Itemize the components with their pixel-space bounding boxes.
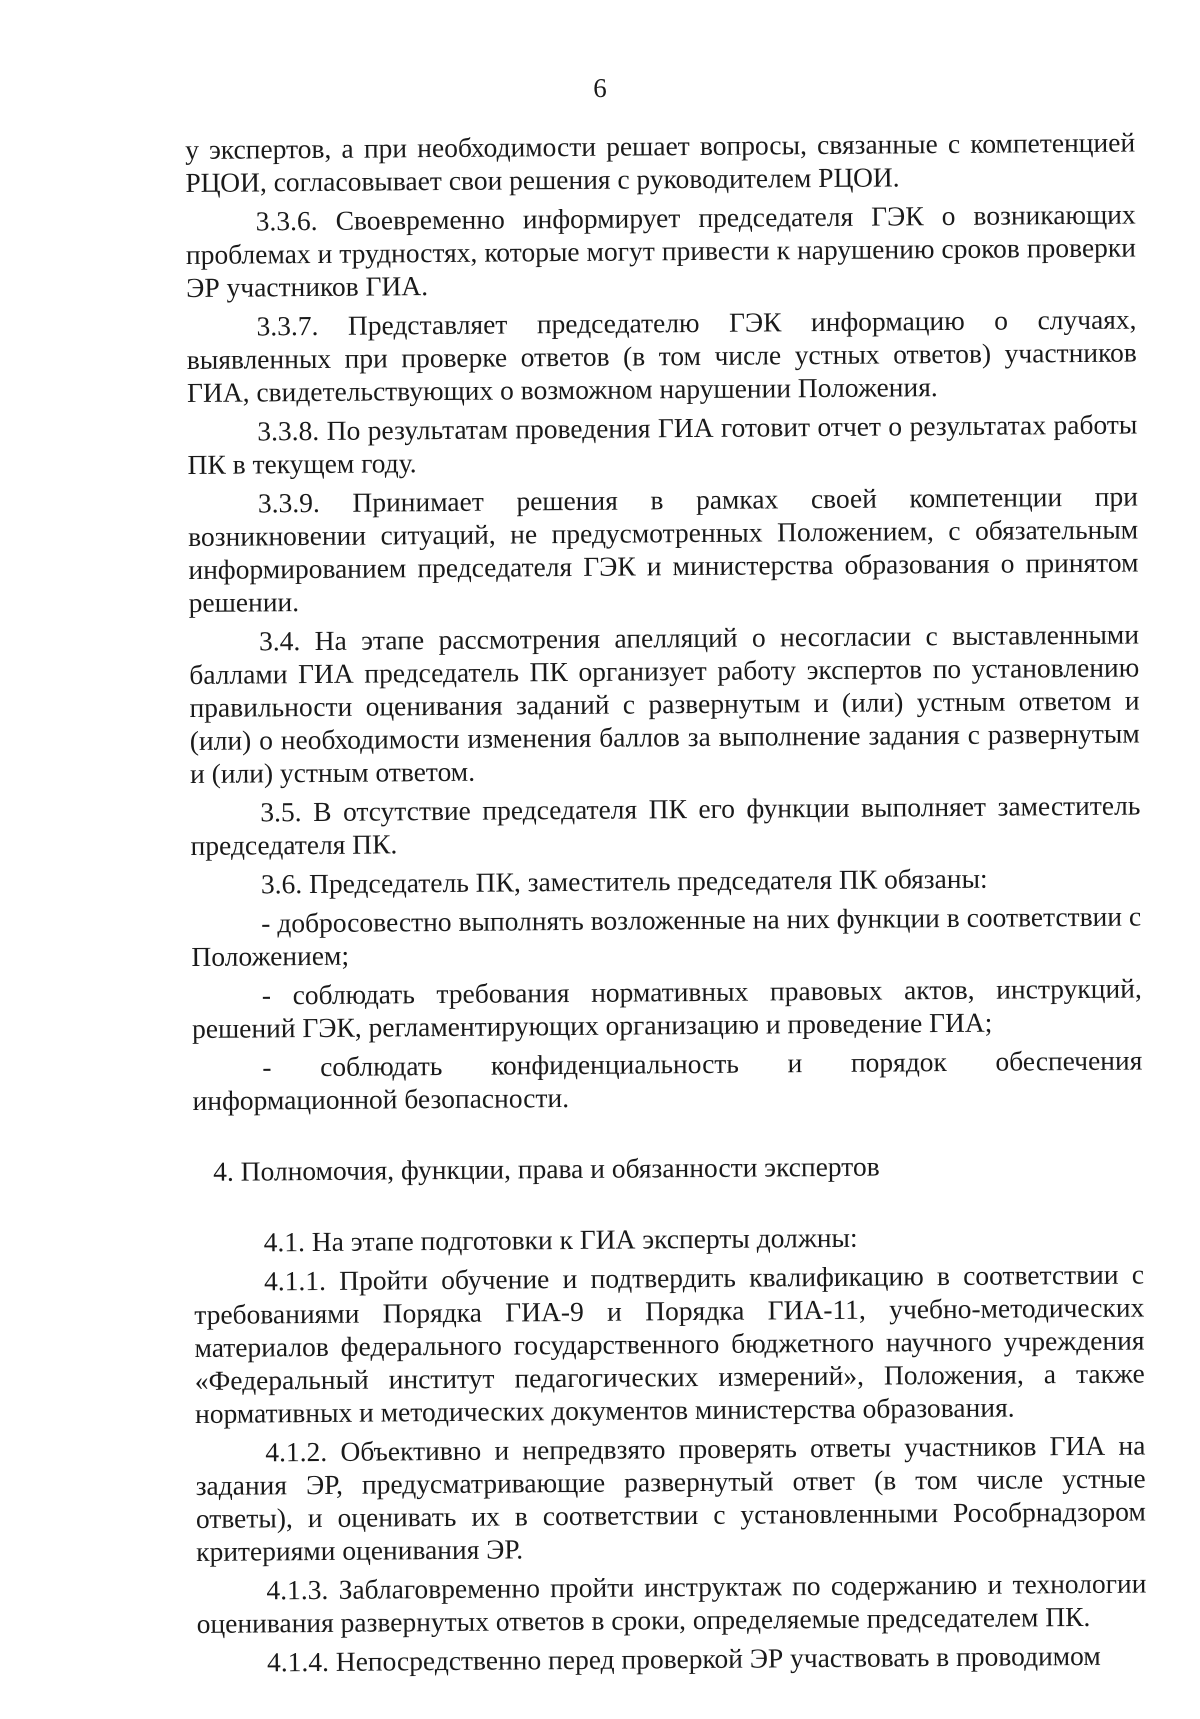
paragraph-3-4: 3.4. На этапе рассмотрения апелляций о несогласии с выставленными баллами ГИА председатель ПК организует работу экспертов по установлению правильности оценивания заданий с развернутым и (или) устным ответом и (или) о необходимости изменения баллов за выполнение задания с развернутым и (или) устным ответом. <box>189 618 1140 789</box>
paragraph-3-3-6: 3.3.6. Своевременно информирует председателя ГЭК о возникающих проблемах и трудностях, которые могут привести к нарушению сроков проверки ЭР участников ГИА. <box>185 198 1137 303</box>
paragraph-3-3-8: 3.3.8. По результатам проведения ГИА готовит отчет о результатах работы ПК в текущем году. <box>187 408 1138 480</box>
paragraph-4-1-4: 4.1.4. Непосредственно перед проверкой ЭР участвовать в проводимом <box>266 1639 1101 1678</box>
page-number: 6 <box>593 73 607 103</box>
paragraph-3-3-9: 3.3.9. Принимает решения в рамках своей компетенции при возникновении ситуаций, не предусмотренных Положением, с обязательным информированием председателя ГЭК и министерства образования о принятом решении. <box>188 480 1139 618</box>
paragraph-continuation: у экспертов, а при необходимости решает вопросы, связанные с компетенцией РЦОИ, согласовывает свои решения с руководителем РЦОИ. <box>185 126 1136 198</box>
section-heading: 4. Полномочия, функции, права и обязанности экспертов <box>213 1150 880 1187</box>
paragraph-4-1-3: 4.1.3. Заблаговременно пройти инструктаж по содержанию и технологии оценивания развернутых ответов в сроки, определяемые председателем ПК. <box>196 1567 1147 1639</box>
paragraph-4-1: 4.1. На этапе подготовки к ГИА эксперты должны: <box>263 1221 858 1258</box>
list-item-duty-1: - добросовестно выполнять возложенные на них функции в соответствии с Положением; <box>191 900 1142 972</box>
list-item-duty-3: - соблюдать конфиденциальность и порядок обеспечения информационной безопасности. <box>192 1044 1143 1116</box>
paragraph-4-1-2: 4.1.2. Объективно и непредвзято проверять ответы участников ГИА на задания ЭР, предусматривающие развернутый ответ (в том числе устные ответы), и оценивать их в соответствии с установленными Рособрнадзором критериями оценивания ЭР. <box>195 1429 1146 1567</box>
paragraph-3-6: 3.6. Председатель ПК, заместитель председателя ПК обязаны: <box>260 862 988 900</box>
document-body <box>185 126 1147 1685</box>
paragraph-4-1-1: 4.1.1. Пройти обучение и подтвердить квалификацию в соответствии с требованиями Порядка ГИА-9 и Порядка ГИА-11, учебно-методических материалов федерального государственного бюджетного научного учреждения «Федеральный институт педагогических измерений», Положения, а также нормативных и методических документов министерства образования. <box>194 1258 1145 1429</box>
paragraph-3-3-7: 3.3.7. Представляет председателю ГЭК информацию о случаях, выявленных при проверке ответов (в том числе устных ответов) участников ГИА, свидетельствующих о возможном нарушении Положения. <box>186 303 1137 408</box>
paragraph-3-5: 3.5. В отсутствие председателя ПК его функции выполняет заместитель председателя ПК. <box>190 789 1141 861</box>
list-item-duty-2: - соблюдать требования нормативных правовых актов, инструкций, решений ГЭК, регламентирующих организацию и проведение ГИА; <box>191 972 1142 1044</box>
